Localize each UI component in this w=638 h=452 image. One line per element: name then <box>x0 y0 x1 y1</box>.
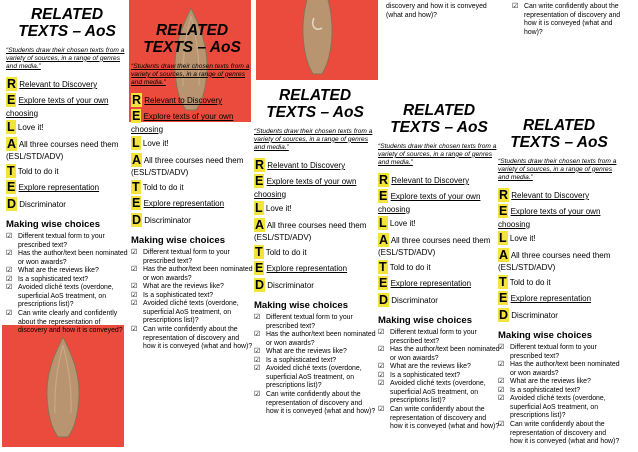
acronym-text: Relevant to Discovery <box>511 190 590 200</box>
acronym-letter: E <box>379 276 388 291</box>
checklist <box>6 233 128 336</box>
checkbox-icon: ☑ <box>378 363 385 371</box>
checkbox-icon: ☑ <box>512 3 519 10</box>
checklist-item <box>498 387 620 396</box>
card-title: RELATED TEXTS – AoS <box>266 87 364 122</box>
acronym-text: Told to do it <box>509 277 551 287</box>
acronym-letter: D <box>7 196 17 211</box>
checkbox-icon: ☑ <box>254 313 261 321</box>
acronym-text: All three courses need them (ESL/STD/ADV) <box>254 220 367 243</box>
acronym-text: Told to do it <box>389 262 431 272</box>
acronym-text: Told to do it <box>142 182 184 192</box>
related-texts-card-1 <box>6 6 128 336</box>
checklist-item <box>378 380 500 406</box>
checklist-text: Avoided cliché texts (overdone, superficial AoS treatment, on prescriptions list)? <box>143 300 239 325</box>
acronym-text: Explore representation <box>390 279 472 289</box>
checklist-text: Has the author/text been nominated or won awards? <box>18 250 128 266</box>
acronym-list <box>254 157 376 294</box>
acronym-row <box>498 290 620 307</box>
checklist-text: Different textual form to your prescribed text? <box>18 232 105 249</box>
acronym-text: Explore representation <box>266 264 348 274</box>
acronym-letter: T <box>255 244 263 259</box>
checkbox-icon: ☑ <box>6 267 13 275</box>
card-intro-quote: “Students draw their chosen texts from a variety of sources, in a range of genres and media.” <box>378 142 497 166</box>
checkbox-icon: ☑ <box>498 378 505 386</box>
checklist-item <box>378 329 500 346</box>
card-title: RELATED TEXTS – AoS <box>18 6 116 41</box>
acronym-letter: L <box>255 201 263 216</box>
acronym-text: All three courses need them (ESL/STD/ADV) <box>498 250 611 273</box>
acronym-letter: L <box>379 216 387 231</box>
checklist-text: Different textual form to your prescribed text? <box>143 248 230 265</box>
checklist-text: Can write clearly and confidently about the representation of discovery and how it is conveyed? <box>18 310 123 335</box>
checkbox-icon: ☑ <box>6 232 13 240</box>
acronym-row <box>378 188 500 215</box>
checklist-item <box>131 326 253 352</box>
checkbox-icon: ☑ <box>254 365 261 373</box>
acronym-letter: R <box>132 92 142 107</box>
related-texts-card-3 <box>254 87 376 417</box>
checklist-item <box>6 276 128 285</box>
acronym-row <box>378 232 500 259</box>
related-texts-card-5 <box>498 117 620 447</box>
acronym-letter: L <box>499 231 507 246</box>
checklist-text: What are the reviews like? <box>18 267 99 275</box>
acronym-text: Relevant to Discovery <box>19 79 98 89</box>
acronym-letter: D <box>132 212 142 227</box>
checklist-item <box>378 372 500 381</box>
acronym-row <box>254 217 376 244</box>
acronym-letter: A <box>7 136 17 151</box>
acronym-text: All three courses need them (ESL/STD/ADV) <box>6 139 119 162</box>
acronym-letter: A <box>255 217 265 232</box>
acronym-letter: L <box>132 136 140 151</box>
acronym-text: Love it! <box>142 139 169 149</box>
acronym-text: Discriminator <box>267 280 314 290</box>
acronym-text: Love it! <box>509 234 536 244</box>
acronym-row <box>6 92 128 119</box>
making-wise-choices-heading: Making wise choices <box>6 219 100 231</box>
acronym-text: Explore texts of your own choosing <box>378 192 481 214</box>
acronym-text: Relevant to Discovery <box>144 95 223 105</box>
card-title: RELATED TEXTS – AoS <box>390 102 488 137</box>
acronym-text: Explore texts of your own choosing <box>254 177 357 199</box>
acronym-letter: D <box>255 277 265 292</box>
acronym-row <box>6 179 128 196</box>
acronym-row <box>131 152 253 179</box>
checklist-text: Avoided cliché texts (overdone, superficial AoS treatment, on prescriptions list)? <box>390 380 486 405</box>
acronym-row <box>131 195 253 212</box>
checklist-text: Different textual form to your prescribed text? <box>510 343 597 360</box>
checklist-text: Is a sophisticated text? <box>143 291 214 299</box>
checkbox-icon: ☑ <box>254 348 261 356</box>
acronym-row <box>6 119 128 136</box>
checklist-text: What are the reviews like? <box>266 348 347 356</box>
acronym-row <box>498 247 620 274</box>
checkbox-icon: ☑ <box>131 300 138 308</box>
acronym-text: All three courses need them (ESL/STD/ADV) <box>131 155 244 178</box>
checklist-item <box>131 283 253 292</box>
acronym-row <box>498 307 620 324</box>
related-texts-card-4 <box>378 102 500 432</box>
acronym-text: Discriminator <box>511 310 558 320</box>
acronym-text: Relevant to Discovery <box>391 175 470 185</box>
acronym-letter: D <box>379 292 389 307</box>
acronym-text: Explore texts of your own choosing <box>6 96 109 118</box>
acronym-row <box>498 203 620 230</box>
fragment-text: discovery and how it is conveyed (what and how)? <box>386 3 487 19</box>
acronym-row <box>498 274 620 291</box>
acronym-row <box>131 179 253 196</box>
checkbox-icon: ☑ <box>378 380 385 388</box>
checkbox-icon: ☑ <box>378 406 385 414</box>
checklist-text: Is a sophisticated text? <box>18 275 89 283</box>
making-wise-choices-heading: Making wise choices <box>378 315 472 327</box>
acronym-text: Discriminator <box>19 199 66 209</box>
card-title: RELATED TEXTS – AoS <box>510 117 608 152</box>
acronym-letter: A <box>499 247 509 262</box>
making-wise-choices-heading: Making wise choices <box>498 330 592 342</box>
checkbox-icon: ☑ <box>6 310 13 318</box>
acronym-text: Relevant to Discovery <box>267 160 346 170</box>
acronym-letter: E <box>132 109 141 124</box>
checkbox-icon: ☑ <box>6 284 13 292</box>
checkbox-icon: ☑ <box>498 421 505 429</box>
checkbox-icon: ☑ <box>254 356 261 364</box>
checklist-item <box>498 395 620 421</box>
acronym-letter: L <box>7 120 15 135</box>
checklist-item <box>6 284 128 310</box>
arrowhead-image-3 <box>256 0 378 80</box>
checkbox-icon: ☑ <box>131 248 138 256</box>
checklist-text: Can write confidently about the representation of discovery and how it is conveyed (what and how)? <box>143 326 253 351</box>
checklist-text: Avoided cliché texts (overdone, superficial AoS treatment, on prescriptions list)? <box>18 284 114 309</box>
checklist-item <box>254 357 376 366</box>
checklist-item <box>378 346 500 363</box>
checklist-item <box>378 363 500 372</box>
acronym-row <box>254 200 376 217</box>
checklist-text: Has the author/text been nominated or won awards? <box>510 361 620 377</box>
checklist-text: What are the reviews like? <box>143 283 224 291</box>
card-intro-quote: “Students draw their chosen texts from a variety of sources, in a range of genres and media.” <box>131 62 250 86</box>
acronym-letter: R <box>255 157 265 172</box>
checklist-text: Has the author/text been nominated or won awards? <box>143 266 253 282</box>
checklist <box>378 329 500 432</box>
checklist-text: Is a sophisticated text? <box>390 371 461 379</box>
acronym-letter: T <box>499 274 507 289</box>
acronym-row <box>378 292 500 309</box>
acronym-letter: E <box>7 93 16 108</box>
acronym-row <box>378 172 500 189</box>
checklist-item <box>254 348 376 357</box>
acronym-row <box>254 157 376 174</box>
checklist-text: Can write confidently about the representation of discovery and how it is conveyed (what and how)? <box>510 421 620 446</box>
card-intro-quote: “Students draw their chosen texts from a variety of sources, in a range of genres and media.” <box>498 157 617 181</box>
checklist-text: What are the reviews like? <box>510 378 591 386</box>
making-wise-choices-heading: Making wise choices <box>131 235 225 247</box>
acronym-row <box>254 244 376 261</box>
acronym-list <box>131 92 253 229</box>
acronym-text: Love it! <box>389 219 416 229</box>
checklist-item <box>378 406 500 432</box>
checkbox-icon: ☑ <box>498 386 505 394</box>
checkbox-icon: ☑ <box>378 346 385 354</box>
acronym-text: Discriminator <box>144 215 191 225</box>
related-texts-card-2 <box>131 22 253 352</box>
acronym-text: Explore representation <box>510 294 592 304</box>
fragment-text: Can write confidently about the representation of discovery and how it is conveyed (what and how)? <box>524 3 621 36</box>
checklist-text: Is a sophisticated text? <box>510 386 581 394</box>
acronym-row <box>378 259 500 276</box>
acronym-letter: A <box>132 152 142 167</box>
acronym-letter: E <box>132 196 141 211</box>
acronym-letter: T <box>7 163 15 178</box>
checkbox-icon: ☑ <box>498 361 505 369</box>
checklist-item <box>6 310 128 336</box>
checklist-item <box>254 331 376 348</box>
checkbox-icon: ☑ <box>254 391 261 399</box>
checklist-item <box>254 391 376 417</box>
acronym-text: Explore texts of your own choosing <box>131 112 234 134</box>
checklist-item <box>254 365 376 391</box>
acronym-letter: R <box>379 172 389 187</box>
checkbox-icon: ☑ <box>254 331 261 339</box>
acronym-row <box>254 260 376 277</box>
acronym-row <box>131 212 253 229</box>
checklist-item <box>131 249 253 266</box>
checkbox-icon: ☑ <box>378 328 385 336</box>
checkbox-icon: ☑ <box>498 343 505 351</box>
checklist-item <box>131 266 253 283</box>
checklist-text: Avoided cliché texts (overdone, superficial AoS treatment, on prescriptions list)? <box>510 395 606 420</box>
checklist-item <box>254 314 376 331</box>
making-wise-choices-heading: Making wise choices <box>254 300 348 312</box>
checklist-text: Can write confidently about the representation of discovery and how it is conveyed (what and how)? <box>266 391 376 416</box>
acronym-row <box>131 108 253 135</box>
checklist <box>498 344 620 447</box>
checklist-text: What are the reviews like? <box>390 363 471 371</box>
checklist-item <box>6 250 128 267</box>
acronym-row <box>6 196 128 213</box>
acronym-row <box>254 277 376 294</box>
checkbox-icon: ☑ <box>6 250 13 258</box>
acronym-text: Explore representation <box>143 199 225 209</box>
acronym-letter: T <box>132 179 140 194</box>
checklist-text: Has the author/text been nominated or won awards? <box>390 346 500 362</box>
checkbox-icon: ☑ <box>498 395 505 403</box>
acronym-letter: R <box>7 76 17 91</box>
acronym-list <box>498 187 620 324</box>
acronym-text: Discriminator <box>391 295 438 305</box>
top-fragment-col5 <box>512 3 632 37</box>
checklist-text: Different textual form to your prescribed text? <box>390 328 477 345</box>
acronym-letter: E <box>499 204 508 219</box>
acronym-row <box>378 275 500 292</box>
checklist-item <box>498 361 620 378</box>
acronym-list <box>378 172 500 309</box>
checkbox-icon: ☑ <box>378 371 385 379</box>
checklist-item <box>6 267 128 276</box>
checkbox-icon: ☑ <box>6 275 13 283</box>
acronym-row <box>6 136 128 163</box>
checklist-text: Can write confidently about the representation of discovery and how it is conveyed (what and how)? <box>390 406 500 431</box>
acronym-letter: R <box>499 187 509 202</box>
checklist-item <box>6 233 128 250</box>
acronym-row <box>498 187 620 204</box>
checklist-item <box>131 292 253 301</box>
arrowhead-image-1 <box>2 325 124 447</box>
checklist-item <box>498 344 620 361</box>
top-fragment-col4 <box>386 3 504 20</box>
acronym-letter: E <box>255 261 264 276</box>
checkbox-icon: ☑ <box>131 266 138 274</box>
checklist-text: Has the author/text been nominated or won awards? <box>266 331 376 347</box>
checklist <box>131 249 253 352</box>
acronym-row <box>6 163 128 180</box>
checkbox-icon: ☑ <box>131 291 138 299</box>
acronym-row <box>6 76 128 93</box>
card-intro-quote: “Students draw their chosen texts from a variety of sources, in a range of genres and media.” <box>6 46 125 70</box>
acronym-text: Told to do it <box>265 247 307 257</box>
checklist-item <box>131 300 253 326</box>
acronym-text: Explore representation <box>18 183 100 193</box>
acronym-letter: T <box>379 259 387 274</box>
acronym-row <box>254 173 376 200</box>
checklist-text: Is a sophisticated text? <box>266 356 337 364</box>
checkbox-icon: ☑ <box>131 283 138 291</box>
acronym-text: All three courses need them (ESL/STD/ADV) <box>378 235 491 258</box>
acronym-row <box>131 92 253 109</box>
checklist-item <box>498 378 620 387</box>
acronym-letter: E <box>255 174 264 189</box>
acronym-text: Explore texts of your own choosing <box>498 207 601 229</box>
acronym-letter: A <box>379 232 389 247</box>
checklist <box>254 314 376 417</box>
card-intro-quote: “Students draw their chosen texts from a variety of sources, in a range of genres and media.” <box>254 127 373 151</box>
acronym-text: Love it! <box>17 123 44 133</box>
acronym-text: Told to do it <box>17 166 59 176</box>
acronym-row <box>498 230 620 247</box>
checklist-text: Different textual form to your prescribed text? <box>266 313 353 330</box>
acronym-letter: E <box>379 189 388 204</box>
acronym-row <box>378 215 500 232</box>
acronym-letter: E <box>499 291 508 306</box>
acronym-list <box>6 76 128 213</box>
card-title: RELATED TEXTS – AoS <box>143 22 241 57</box>
acronym-letter: E <box>7 180 16 195</box>
checklist-item <box>498 421 620 447</box>
acronym-letter: D <box>499 307 509 322</box>
checklist-text: Avoided cliché texts (overdone, superficial AoS treatment, on prescriptions list)? <box>266 365 362 390</box>
acronym-row <box>131 135 253 152</box>
acronym-text: Love it! <box>265 204 292 214</box>
checkbox-icon: ☑ <box>131 326 138 334</box>
